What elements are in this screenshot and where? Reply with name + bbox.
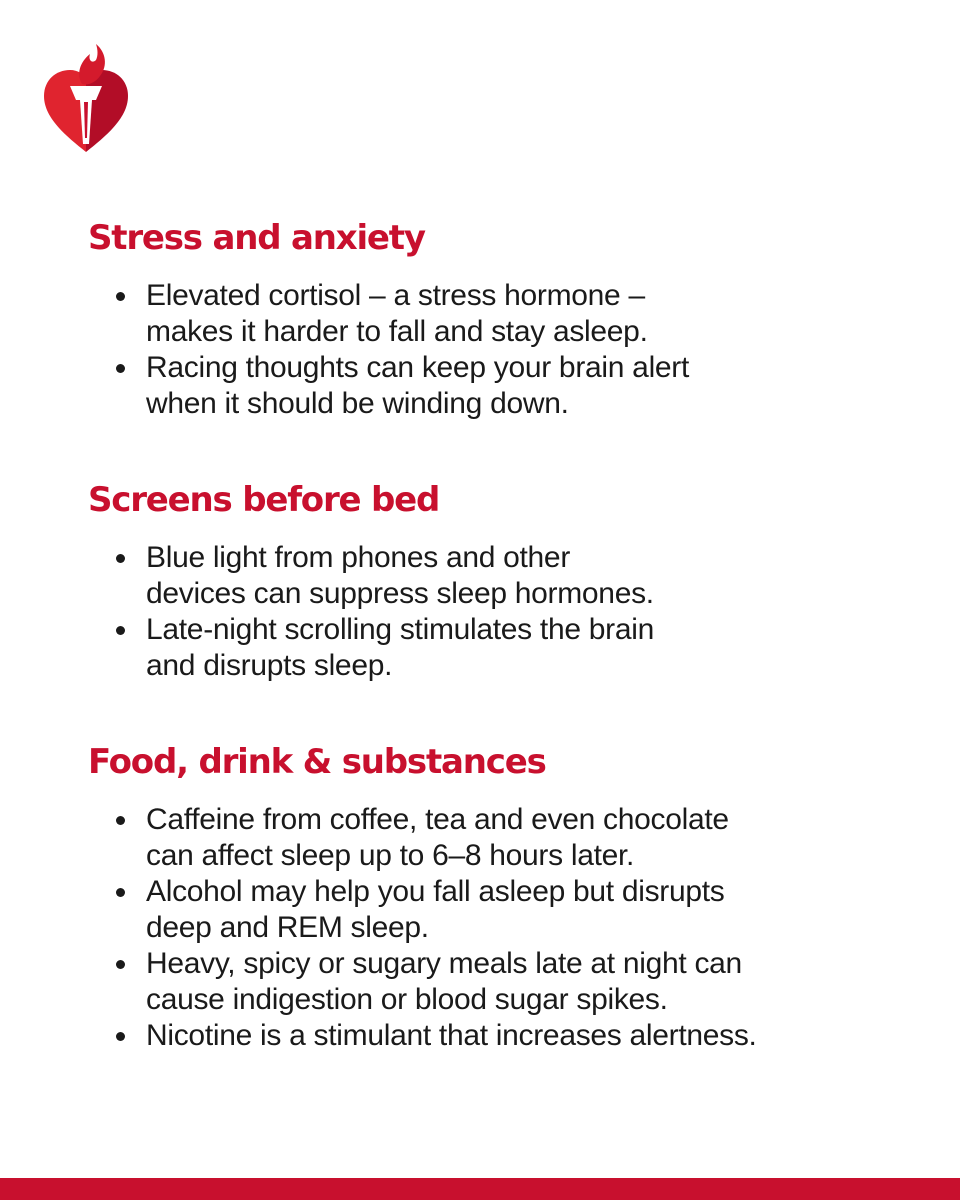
section-title: Screens before bed: [88, 480, 440, 520]
bullet-dot-icon: [116, 554, 125, 563]
section-title: Food, drink & substances: [88, 742, 546, 782]
section-screens-before-bed: [88, 480, 888, 684]
bullet-list: [88, 278, 888, 422]
bottom-brand-bar: [0, 1178, 960, 1200]
list-item: Racing thoughts can keep your brain alert when it should be winding down.: [88, 350, 888, 422]
bullet-dot-icon: [116, 816, 125, 825]
heart-torch-logo-icon: [40, 40, 132, 156]
bullet-dot-icon: [116, 292, 125, 301]
list-item: Nicotine is a stimulant that increases alertness.: [88, 1018, 888, 1054]
bullet-dot-icon: [116, 888, 125, 897]
bullet-list: [88, 540, 888, 684]
list-item: Elevated cortisol – a stress hormone – makes it harder to fall and stay asleep.: [88, 278, 888, 350]
bullet-dot-icon: [116, 364, 125, 373]
list-item: Heavy, spicy or sugary meals late at night can cause indigestion or blood sugar spikes.: [88, 946, 888, 1018]
bullet-dot-icon: [116, 1032, 125, 1041]
bullet-dot-icon: [116, 960, 125, 969]
list-item: Blue light from phones and other devices can suppress sleep hormones.: [88, 540, 888, 612]
list-item: Alcohol may help you fall asleep but disrupts deep and REM sleep.: [88, 874, 888, 946]
bullet-list: [88, 802, 888, 1054]
section-food-drink-substances: [88, 742, 888, 1054]
list-item: Caffeine from coffee, tea and even chocolate can affect sleep up to 6–8 hours later.: [88, 802, 888, 874]
section-stress-and-anxiety: [88, 218, 888, 422]
bullet-dot-icon: [116, 626, 125, 635]
list-item: Late-night scrolling stimulates the brain and disrupts sleep.: [88, 612, 888, 684]
section-title: Stress and anxiety: [88, 218, 425, 258]
